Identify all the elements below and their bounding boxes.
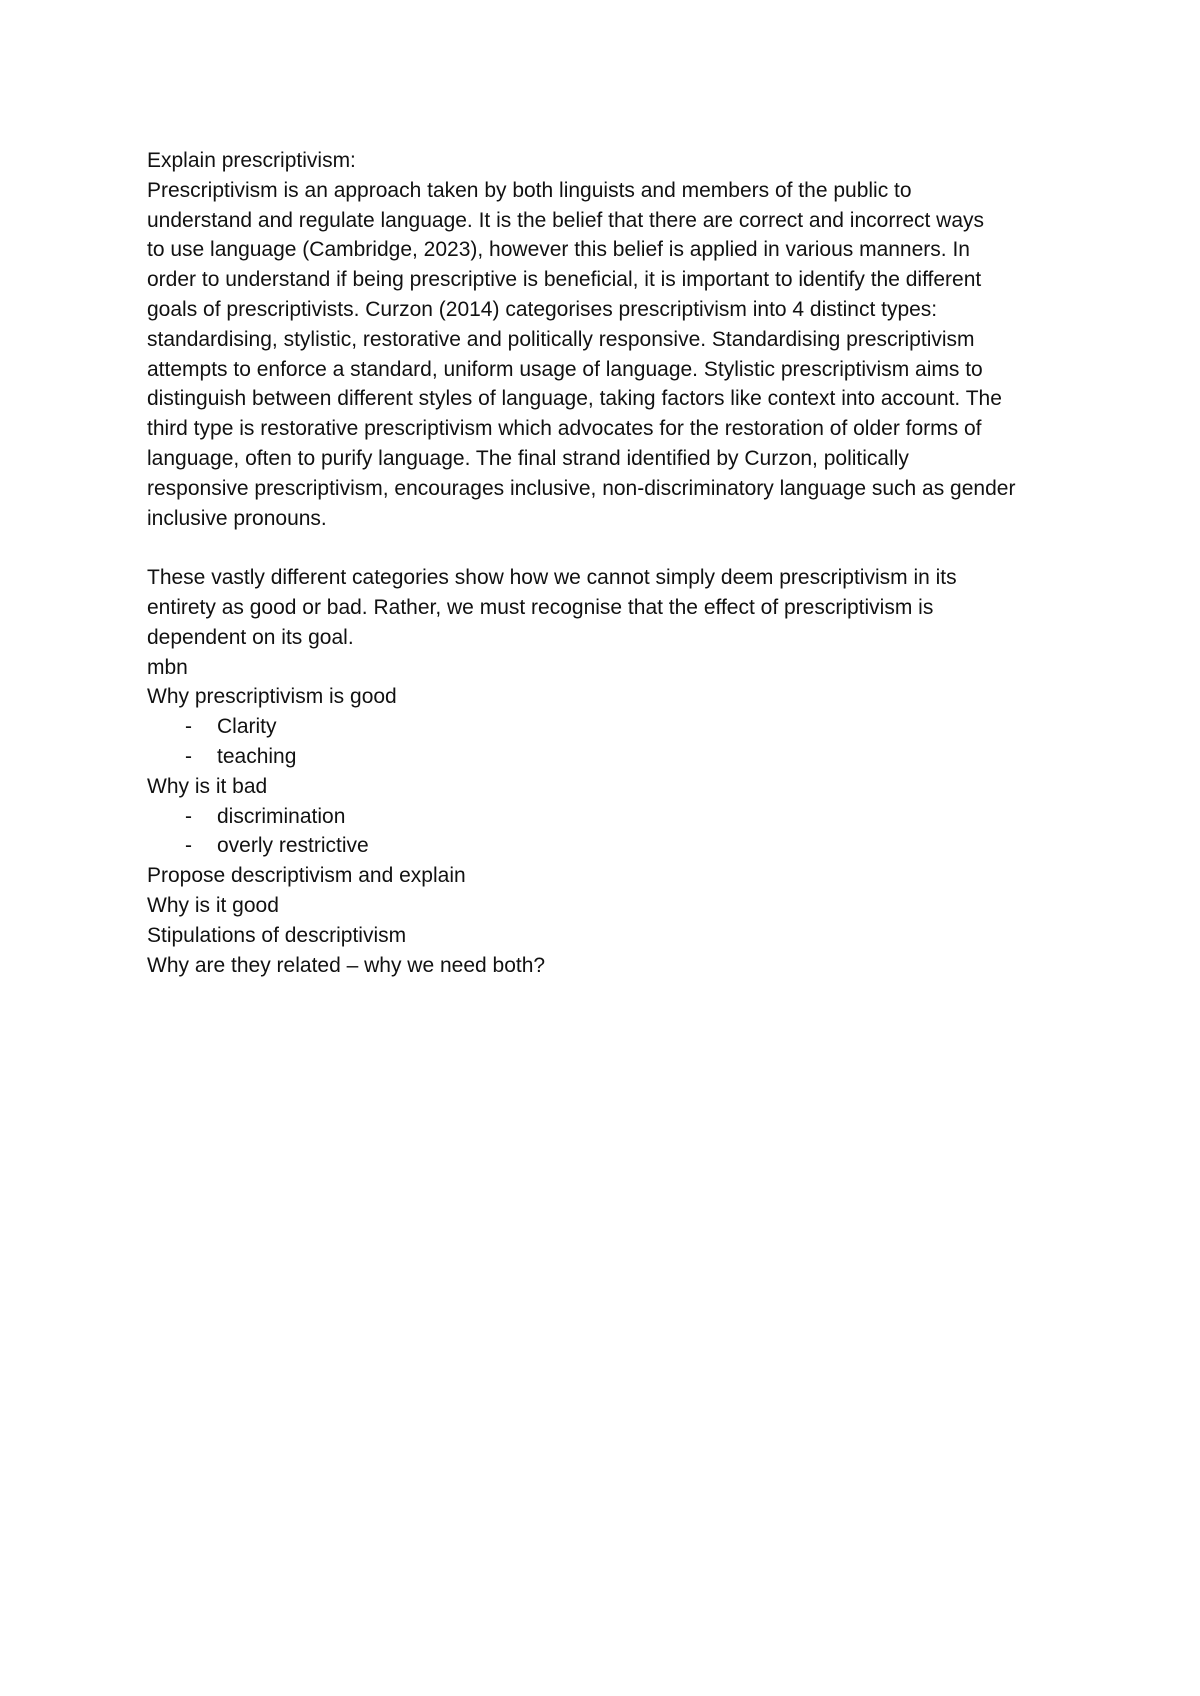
outline-heading-good: Why prescriptivism is good <box>147 685 397 709</box>
outline-related: Why are they related – why we need both? <box>147 953 546 977</box>
list-item-text: discrimination <box>217 804 346 828</box>
dash-marker: - <box>185 715 192 739</box>
dash-marker: - <box>185 834 192 858</box>
list-item-text: overly restrictive <box>217 834 369 858</box>
blank-line <box>147 533 1067 563</box>
paragraph-line: distinguish between different styles of language, taking factors like context into account. The <box>147 387 1002 411</box>
outline-stipulations: Stipulations of descriptivism <box>147 923 407 947</box>
list-item <box>147 831 1067 861</box>
list-item <box>147 712 1067 742</box>
paragraph-line: responsive prescriptivism, encourages inclusive, non-discriminatory language such as gender <box>147 476 1016 500</box>
paragraph-line: goals of prescriptivists. Curzon (2014) categorises prescriptivism into 4 distinct types: <box>147 297 938 321</box>
paragraph-line: dependent on its goal. <box>147 625 354 649</box>
heading: Explain prescriptivism: <box>147 149 356 172</box>
paragraph-line: These vastly different categories show how we cannot simply deem prescriptivism in its <box>147 566 957 590</box>
note-text: mbn <box>147 655 188 679</box>
paragraph-line: attempts to enforce a standard, uniform usage of language. Stylistic prescriptivism aims to <box>147 357 983 381</box>
dash-marker: - <box>185 804 192 828</box>
paragraph-line: to use language (Cambridge, 2023), however this belief is applied in various manners. In <box>147 238 970 262</box>
paragraph-line: order to understand if being prescriptive is beneficial, it is important to identify the different <box>147 268 982 292</box>
dash-marker: - <box>185 744 192 768</box>
paragraph-1 <box>147 176 1067 534</box>
list-item <box>147 802 1067 832</box>
paragraph-line: language, often to purify language. The final strand identified by Curzon, politically <box>147 446 909 470</box>
paragraph-line: Prescriptivism is an approach taken by both linguists and members of the public to <box>147 178 912 202</box>
list-item <box>147 742 1067 772</box>
list-item-text: teaching <box>217 744 297 768</box>
paragraph-line: understand and regulate language. It is the belief that there are correct and incorrect ways <box>147 208 985 232</box>
paragraph-line: entirety as good or bad. Rather, we must recognise that the effect of prescriptivism is <box>147 595 934 619</box>
list-item-text: Clarity <box>217 715 277 739</box>
outline-descriptivism: Propose descriptivism and explain <box>147 864 466 888</box>
paragraph-line: inclusive pronouns. <box>147 506 327 530</box>
paragraph-line: standardising, stylistic, restorative and politically responsive. Standardising prescriptivism <box>147 327 975 351</box>
document-body <box>147 146 1067 980</box>
paragraph-2 <box>147 563 1067 652</box>
outline <box>147 682 1067 980</box>
paragraph-line: third type is restorative prescriptivism which advocates for the restoration of older forms of <box>147 417 982 441</box>
outline-descriptivism-good: Why is it good <box>147 893 279 917</box>
outline-heading-bad: Why is it bad <box>147 774 268 798</box>
